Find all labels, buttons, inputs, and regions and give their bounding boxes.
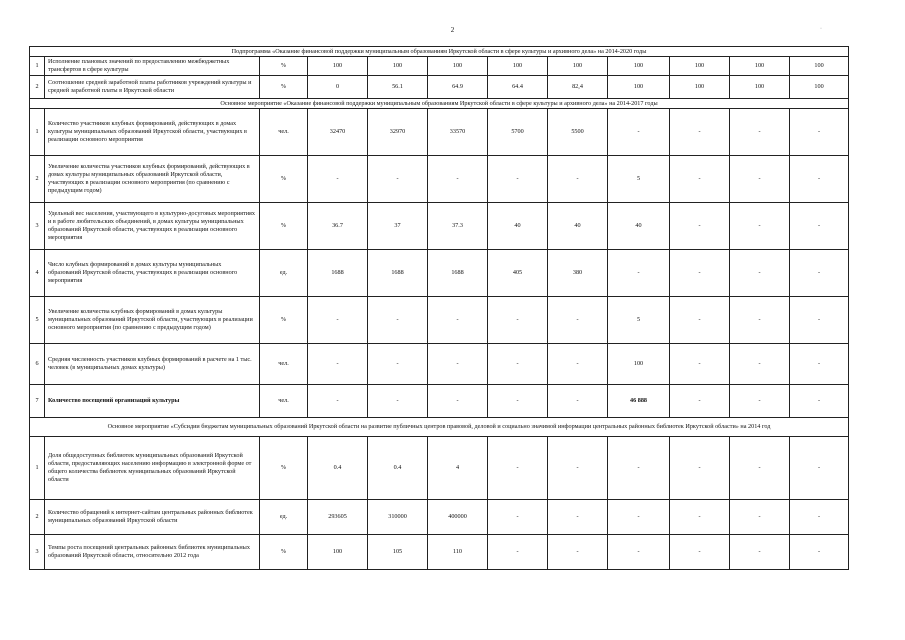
value-cell: 100 — [730, 76, 790, 99]
value-cell: 1688 — [428, 250, 488, 297]
value-cell: - — [790, 535, 849, 570]
table-row — [30, 109, 849, 156]
value-cell: - — [670, 500, 730, 535]
value-cell: 5700 — [488, 109, 548, 156]
indicator-name: Доля общедоступных библиотек муниципальных образований Иркутской области, предоставляющих населению информацию в электронной форме от общего количества библиотек муниципальных образований Иркутской области — [45, 437, 260, 500]
table-row — [30, 250, 849, 297]
table-row — [30, 437, 849, 500]
value-cell: - — [548, 297, 608, 344]
row-number: 1 — [30, 437, 45, 500]
value-cell: - — [730, 385, 790, 418]
table-row — [30, 203, 849, 250]
row-number: 4 — [30, 250, 45, 297]
value-cell: 33570 — [428, 109, 488, 156]
unit-cell: чел. — [260, 109, 308, 156]
indicator-name: Количество обращений к интернет-сайтам центральных районных библиотек муниципальных образований Иркутской области — [45, 500, 260, 535]
indicator-name: Количество участников клубных формирований, действующих в домах культуры муниципальных образований Иркутской области, участвующих в реализации основного мероприятия — [45, 109, 260, 156]
value-cell: - — [488, 535, 548, 570]
indicator-name: Количество посещений организаций культуры — [45, 385, 260, 418]
value-cell: 40 — [608, 203, 670, 250]
value-cell: 100 — [670, 57, 730, 76]
value-cell: - — [670, 156, 730, 203]
unit-cell: чел. — [260, 344, 308, 385]
value-cell: - — [790, 500, 849, 535]
value-cell: - — [428, 344, 488, 385]
indicator-name: Удельный вес населения, участвующего в культурно-досуговых мероприятиях и в работе любительских объединений, в домах культуры муниципальных образований Иркутской области, участвующих в реализации основного мероприятия — [45, 203, 260, 250]
value-cell: - — [730, 109, 790, 156]
value-cell: - — [608, 250, 670, 297]
value-cell: 100 — [548, 57, 608, 76]
value-cell: 36.7 — [308, 203, 368, 250]
value-cell: 37 — [368, 203, 428, 250]
value-cell: 100 — [428, 57, 488, 76]
unit-cell: % — [260, 297, 308, 344]
value-cell: 400000 — [428, 500, 488, 535]
value-cell: - — [308, 344, 368, 385]
value-cell: 100 — [790, 76, 849, 99]
value-cell: - — [790, 297, 849, 344]
unit-cell: ед. — [260, 250, 308, 297]
value-cell: - — [308, 385, 368, 418]
corner-mark: · — [820, 26, 822, 32]
value-cell: - — [428, 297, 488, 344]
table-row — [30, 297, 849, 344]
value-cell: - — [670, 344, 730, 385]
unit-cell: % — [260, 535, 308, 570]
value-cell: 40 — [548, 203, 608, 250]
value-cell: - — [730, 500, 790, 535]
unit-cell: % — [260, 203, 308, 250]
value-cell: 100 — [608, 344, 670, 385]
indicator-name: Увеличение количества участников клубных формирований, действующих в домах культуры муниципальных образований Иркутской области, участвующих в реализации основного мероприятия (по сравнению с предыдущим годом) — [45, 156, 260, 203]
section-header-row — [30, 418, 849, 437]
row-number: 2 — [30, 76, 45, 99]
value-cell: 5 — [608, 297, 670, 344]
value-cell: - — [670, 437, 730, 500]
unit-cell: чел. — [260, 385, 308, 418]
value-cell: - — [548, 500, 608, 535]
value-cell: 1688 — [368, 250, 428, 297]
table-row — [30, 76, 849, 99]
indicator-name: Число клубных формирований в домах культуры муниципальных образований Иркутской области, участвующих в реализации основного мероприятия — [45, 250, 260, 297]
value-cell: - — [428, 385, 488, 418]
value-cell: 405 — [488, 250, 548, 297]
section-header: Основное мероприятие «Оказание финансовой поддержки муниципальным образованиям Иркутской области в сфере культуры и архивного дела» на 2014-2017 годы — [30, 99, 849, 109]
indicator-name: Исполнение плановых значений по предоставлению межбюджетных трансфертов в сфере культуры — [45, 57, 260, 76]
indicator-name: Соотношение средней заработной платы работников учреждений культуры и средней заработной платы в Иркутской области — [45, 76, 260, 99]
value-cell: 32970 — [368, 109, 428, 156]
value-cell: - — [790, 344, 849, 385]
row-number: 2 — [30, 500, 45, 535]
value-cell: - — [308, 297, 368, 344]
row-number: 5 — [30, 297, 45, 344]
value-cell: - — [548, 535, 608, 570]
value-cell: - — [790, 109, 849, 156]
value-cell: - — [790, 437, 849, 500]
value-cell: - — [488, 385, 548, 418]
table-row — [30, 344, 849, 385]
value-cell: 100 — [608, 76, 670, 99]
value-cell: 100 — [790, 57, 849, 76]
value-cell: - — [608, 500, 670, 535]
value-cell: 0 — [308, 76, 368, 99]
value-cell: - — [488, 156, 548, 203]
value-cell: 56.1 — [368, 76, 428, 99]
value-cell: - — [428, 156, 488, 203]
section-header-row — [30, 99, 849, 109]
value-cell: 380 — [548, 250, 608, 297]
value-cell: 100 — [670, 76, 730, 99]
value-cell: - — [730, 156, 790, 203]
value-cell: 110 — [428, 535, 488, 570]
value-cell: - — [548, 156, 608, 203]
value-cell: - — [608, 437, 670, 500]
value-cell: 37.3 — [428, 203, 488, 250]
row-number: 3 — [30, 203, 45, 250]
value-cell: 0.4 — [308, 437, 368, 500]
value-cell: - — [790, 250, 849, 297]
value-cell: - — [730, 297, 790, 344]
value-cell: - — [308, 156, 368, 203]
value-cell: - — [730, 250, 790, 297]
value-cell: 82,4 — [548, 76, 608, 99]
value-cell: 100 — [368, 57, 428, 76]
value-cell: - — [368, 344, 428, 385]
unit-cell: % — [260, 437, 308, 500]
value-cell: 64.9 — [428, 76, 488, 99]
row-number: 7 — [30, 385, 45, 418]
value-cell: - — [488, 297, 548, 344]
value-cell: - — [790, 156, 849, 203]
value-cell: - — [670, 385, 730, 418]
value-cell: - — [730, 203, 790, 250]
value-cell: - — [608, 109, 670, 156]
value-cell: 64.4 — [488, 76, 548, 99]
value-cell: - — [790, 385, 849, 418]
row-number: 6 — [30, 344, 45, 385]
indicator-name: Темпы роста посещений центральных районных библиотек муниципальных образований Иркутской области, относительно 2012 года — [45, 535, 260, 570]
page-number: 2 — [450, 26, 455, 34]
table-row — [30, 57, 849, 76]
section-header-row — [30, 47, 849, 57]
value-cell: - — [670, 109, 730, 156]
value-cell: 4 — [428, 437, 488, 500]
table-row — [30, 156, 849, 203]
value-cell: - — [730, 344, 790, 385]
row-number: 3 — [30, 535, 45, 570]
row-number: 1 — [30, 109, 45, 156]
value-cell: - — [730, 437, 790, 500]
unit-cell: % — [260, 76, 308, 99]
value-cell: - — [670, 297, 730, 344]
value-cell: - — [488, 344, 548, 385]
table-row — [30, 535, 849, 570]
value-cell: - — [608, 535, 670, 570]
section-header: Основное мероприятие «Субсидии бюджетам муниципальных образований Иркутской области на развитие публичных центров правовой, деловой и социально значимой информации центральных районных библиотек Иркутской области» на 2014 год — [30, 418, 849, 437]
section-header: Подпрограмма «Оказание финансовой поддержки муниципальным образованиям Иркутской области в сфере культуры и архивного дела» на 2014-2020 годы — [30, 47, 849, 57]
value-cell: - — [670, 535, 730, 570]
value-cell: - — [368, 297, 428, 344]
value-cell: 1688 — [308, 250, 368, 297]
unit-cell: ед. — [260, 500, 308, 535]
value-cell: - — [670, 203, 730, 250]
value-cell: - — [548, 437, 608, 500]
value-cell: - — [548, 344, 608, 385]
value-cell: 310000 — [368, 500, 428, 535]
value-cell: - — [730, 535, 790, 570]
value-cell: 32470 — [308, 109, 368, 156]
table-row — [30, 500, 849, 535]
value-cell: 0.4 — [368, 437, 428, 500]
value-cell: - — [670, 250, 730, 297]
row-number: 2 — [30, 156, 45, 203]
indicator-name: Увеличение количества клубных формирований в домах культуры муниципальных образований Иркутской области, участвующих в реализации основного мероприятия (по сравнению с предыдущим годом) — [45, 297, 260, 344]
table-row — [30, 385, 849, 418]
value-cell: 40 — [488, 203, 548, 250]
value-cell: 46 888 — [608, 385, 670, 418]
value-cell: 100 — [308, 535, 368, 570]
value-cell: - — [368, 156, 428, 203]
value-cell: - — [368, 385, 428, 418]
value-cell: 105 — [368, 535, 428, 570]
value-cell: 100 — [308, 57, 368, 76]
indicator-name: Средняя численность участников клубных формирований в расчете на 1 тыс. человек (в муниципальных домах культуры) — [45, 344, 260, 385]
value-cell: - — [488, 500, 548, 535]
value-cell: - — [488, 437, 548, 500]
value-cell: 5 — [608, 156, 670, 203]
value-cell: - — [548, 385, 608, 418]
value-cell: 100 — [730, 57, 790, 76]
unit-cell: % — [260, 156, 308, 203]
value-cell: 5500 — [548, 109, 608, 156]
value-cell: 100 — [608, 57, 670, 76]
value-cell: 293605 — [308, 500, 368, 535]
indicators-table — [29, 46, 849, 570]
value-cell: 100 — [488, 57, 548, 76]
value-cell: - — [790, 203, 849, 250]
unit-cell: % — [260, 57, 308, 76]
row-number: 1 — [30, 57, 45, 76]
